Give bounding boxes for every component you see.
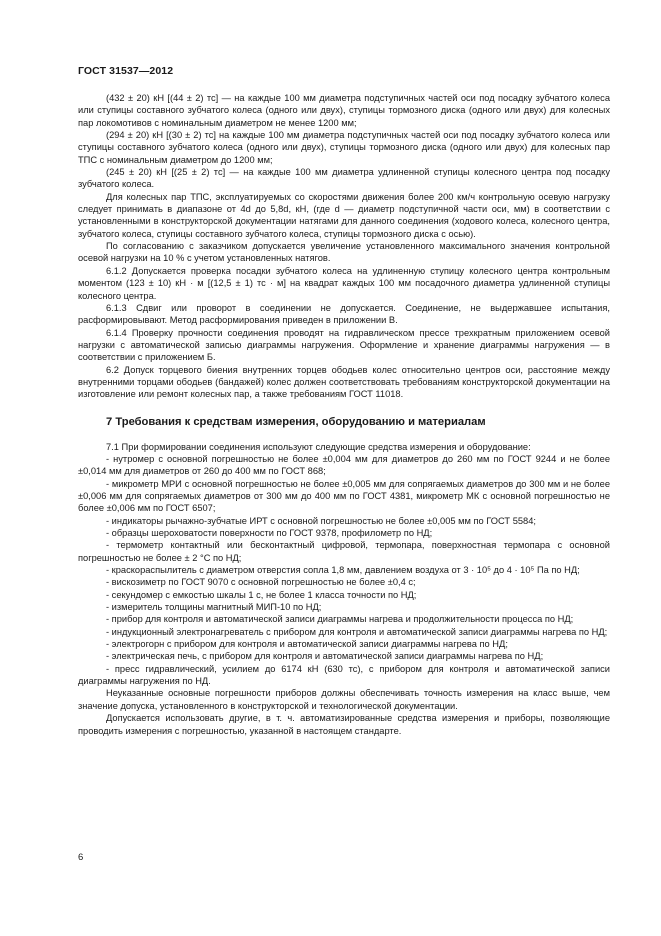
paragraph: Неуказанные основные погрешности приборов должны обеспечивать точность измерения на класс выше, чем значение допуска, установленного в конструкторской и технологической документации. <box>78 688 610 711</box>
paragraphs-before <box>78 92 610 401</box>
paragraph: - нутромер с основной погрешностью не более ±0,004 мм для диаметров до 260 мм по ГОСТ 9244 и не более ±0,014 мм для диаметров от 260 до 400 мм по ГОСТ 868; <box>78 453 610 477</box>
paragraph: 7.1 При формировании соединения используют следующие средства измерения и оборудование: <box>106 441 531 452</box>
paragraph: - электрогорн с прибором для контроля и автоматической записи диаграммы нагрева по НД; <box>106 639 508 650</box>
paragraph: 6.1.2 Допускается проверка посадки зубчатого колеса на удлиненную ступицу колесного центра контрольным моментом (123 ± 10) кН · м [(12,5 ± 1) тс · м] на квадрат каждых 100 мм посадочного диаметра удлиненной ступицы колесного центра. <box>78 265 610 301</box>
paragraph: 6.1.4 Проверку прочности соединения проводят на гидравлическом прессе трехкратным приложением осевой нагрузки с автоматической записью диаграммы нагружения. Оформление и хранение диаграммы нагружения — в соответствии с приложением Б. <box>78 327 610 363</box>
paragraph: - индикаторы рычажно-зубчатые ИРТ с основной погрешностью не более ±0,005 мм по ГОСТ 5584; <box>106 515 536 526</box>
paragraph: - пресс гидравлический, усилием до 6174 кН (630 тс), с прибором для контроля и автоматической записи диаграммы нагружения по НД. <box>78 663 610 687</box>
document-body <box>78 92 610 737</box>
page-number: 6 <box>78 852 84 863</box>
paragraph: - электрическая печь, с прибором для контроля и автоматической записи диаграммы нагрева по НД; <box>106 651 544 662</box>
paragraph: По согласованию с заказчиком допускается увеличение установленного максимального значения контрольной осевой нагрузки на 10 % с учетом установленных натягов. <box>78 241 610 264</box>
paragraph: - образцы шероховатости поверхности по ГОСТ 9378, профилометр по НД; <box>106 528 433 538</box>
paragraph: Допускается использовать другие, в т. ч. автоматизированные средства измерения и приборы, позволяющие проводить измерения с погрешностью, указанной в настоящем стандарте. <box>78 713 610 736</box>
paragraph: - термометр контактный или бесконтактный цифровой, термопара, поверхностная термопара с основной погрешностью не более ± 2 °С по НД; <box>78 540 610 563</box>
paragraph: - измеритель толщины магнитный МИП-10 по НД; <box>106 602 322 613</box>
paragraph: 6.1.3 Сдвиг или проворот в соединении не допускается. Соединение, не выдержавшее испытания, расформировывают. Метод расформирования приведен в приложении В. <box>78 302 610 326</box>
paragraph: - краскораспылитель с диаметром отверстия сопла 1,8 мм, давлением воздуха от 3 · 10⁵ до 4 · 10⁵ Па по НД; <box>106 565 580 576</box>
paragraph: - секундомер с емкостью шкалы 1 с, не более 1 класса точности по НД; <box>106 589 417 600</box>
paragraph: (245 ± 20) кН [(25 ± 2) тс] — на каждые 100 мм диаметра удлиненной ступицы колесного центра под посадку зубчатого колеса. <box>78 167 610 190</box>
paragraph: - индукционный электронагреватель с прибором для контроля и автоматической записи диаграммы нагрева по НД; <box>106 626 608 637</box>
document-header: ГОСТ 31537—2012 <box>78 65 174 77</box>
paragraph: (432 ± 20) кН [(44 ± 2) тс] — на каждые 100 мм диаметра подступичных частей оси под посадку зубчатого колеса или ступицы составного зубчатого колеса (одного или двух), ступицы тормозного диска (одного или двух) для колесных пар локомотивов с номинальным диаметром не менее 1200 мм; <box>78 93 610 128</box>
paragraph: - прибор для контроля и автоматической записи диаграммы нагрева и продолжительности процесса по НД; <box>106 614 574 625</box>
paragraph: Для колесных пар ТПС, эксплуатируемых со скоростями движения более 200 км/ч контрольную осевую нагрузку следует принимать в диапазоне от 4d до 5,8d, кН, (где d — диаметр подступичной части оси, мм) в соответствии с установленными в конструкторской документации натягами для данного соединения (ходового колеса, колесного центра, зубчатого колеса, ступицы составного зубчатого колеса, ступицы тормозного диска с осью). <box>78 191 610 239</box>
paragraph: 6.2 Допуск торцевого биения внутренних торцев ободьев колес относительно центров оси, расстояние между внутренними торцами ободьев (бандажей) колес должен соответствовать требованиям конструкторской документации на изготовление или ремонт колесных пар, а также требованиям ГОСТ 11018. <box>78 364 610 400</box>
paragraphs-after <box>78 441 610 737</box>
section-heading: 7 Требования к средствам измерения, оборудованию и материалам <box>106 415 486 428</box>
paragraph: (294 ± 20) кН [(30 ± 2) тс] на каждые 100 мм диаметра подступичных частей оси под посадку зубчатого колеса или ступицы составного зубчатого колеса (одного или двух), ступицы тормозного диска (одного или двух) для колесных пар ТПС с номинальным диаметром до 1200 мм; <box>78 130 610 165</box>
paragraph: - вискозиметр по ГОСТ 9070 с основной погрешностью не более ±0,4 с; <box>106 577 416 588</box>
paragraph: - микрометр МРИ с основной погрешностью не более ±0,005 мм для сопрягаемых диаметров до 300 мм и не более ±0,006 мм для сопрягаемых диаметров от 300 мм до 400 мм по ГОСТ 4381, микрометр МК с основной погрешностью не более ±0,006 мм по ГОСТ 6507; <box>78 478 610 514</box>
